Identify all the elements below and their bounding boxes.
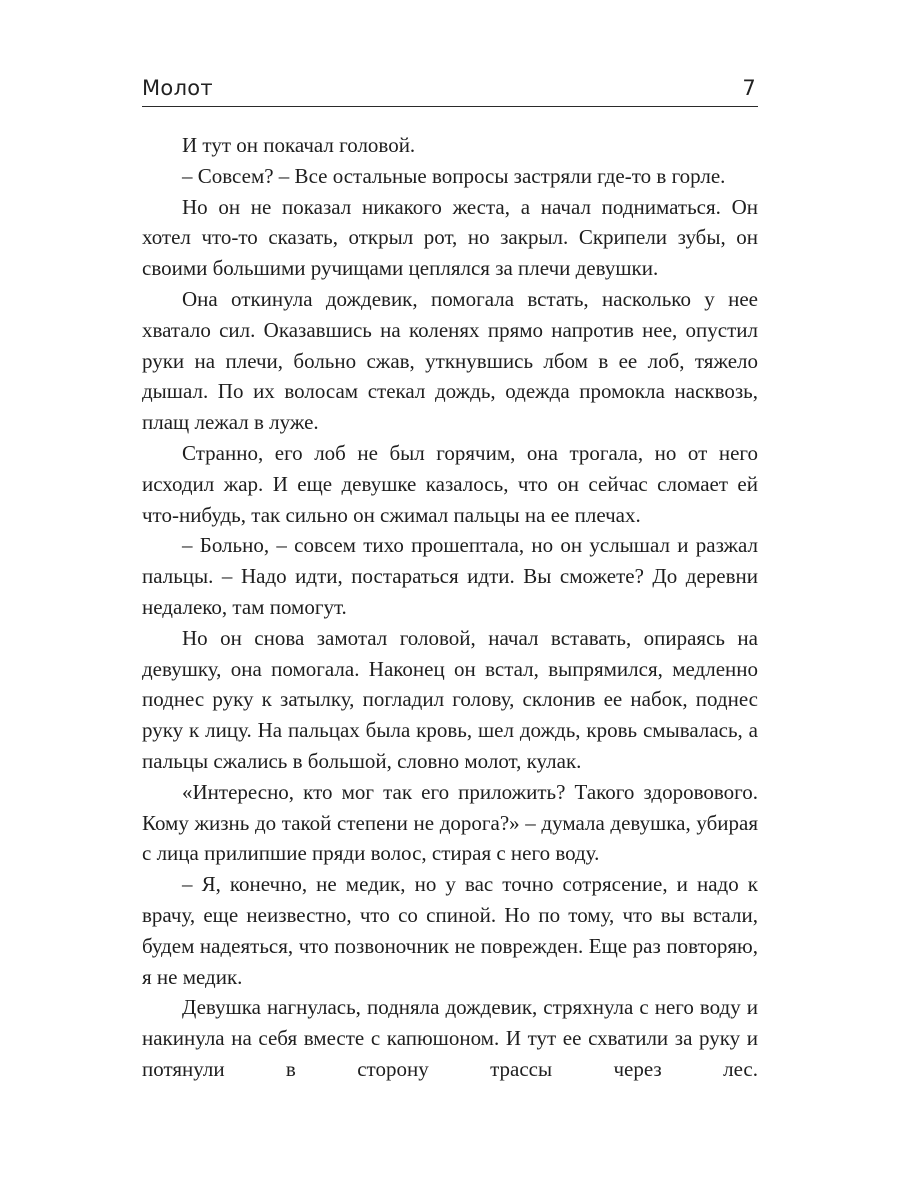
page-number: 7 — [742, 76, 756, 100]
paragraph: Но он не показал никакого жеста, а начал подниматься. Он хотел что-то сказать, открыл рот, но закрыл. Скрипели зубы, он своими большими ручищами цеплялся за плечи девушки. — [142, 194, 758, 281]
body-text — [142, 130, 758, 1085]
paragraph: «Интересно, кто мог так его приложить? Такого здоровового. Кому жизнь до такой степени не дорога?» – думала девушка, убирая с лица прилипшие пряди волос, стирая с него воду. — [142, 779, 758, 866]
paragraph: – Совсем? – Все остальные вопросы застряли где-то в горле. — [182, 163, 726, 188]
paragraph: И тут он покачал головой. — [182, 133, 416, 157]
paragraph: – Больно, – совсем тихо прошептала, но он услышал и разжал пальцы. – Надо идти, постараться идти. Вы сможете? До деревни недалеко, там помогут. — [142, 533, 758, 619]
header-rule — [142, 106, 758, 107]
paragraph: Она откинула дождевик, помогала встать, насколько у нее хватало сил. Оказавшись на коленях прямо напротив нее, опустил руки на плечи, больно сжав, уткнувшись лбом в ее лоб, тяжело дышал. По их волосам стекал дождь, одежда промокла насквозь, плащ лежал в луже. — [142, 286, 758, 435]
paragraph: Но он снова замотал головой, начал вставать, опираясь на девушку, она помогала. Наконец он встал, выпрямился, медленно поднес руку к затылку, погладил голову, склонив ее набок, поднес руку к лицу. На пальцах была кровь, шел дождь, кровь смывалась, а пальцы сжались в большой, словно молот, кулак. — [142, 625, 758, 773]
book-title: Молот — [142, 76, 213, 100]
running-head — [142, 74, 758, 104]
paragraph: – Я, конечно, не медик, но у вас точно сотрясение, и надо к врачу, еще неизвестно, что со спиной. Но по тому, что вы встали, будем надеяться, что позвоночник не поврежден. Еще раз повторяю, я не медик. — [142, 872, 758, 989]
paragraph: Девушка нагнулась, подняла дождевик, стряхнула с него воду и накинула на себя вместе с капюшоном. И тут ее схватили за руку и потянули в сторону трассы через лес. — [142, 995, 758, 1081]
paragraph: Странно, его лоб не был горячим, она трогала, но от него исходил жар. И еще девушке казалось, что он сейчас сломает ей что-нибудь, так сильно он сжимал пальцы на ее плечах. — [142, 440, 758, 527]
